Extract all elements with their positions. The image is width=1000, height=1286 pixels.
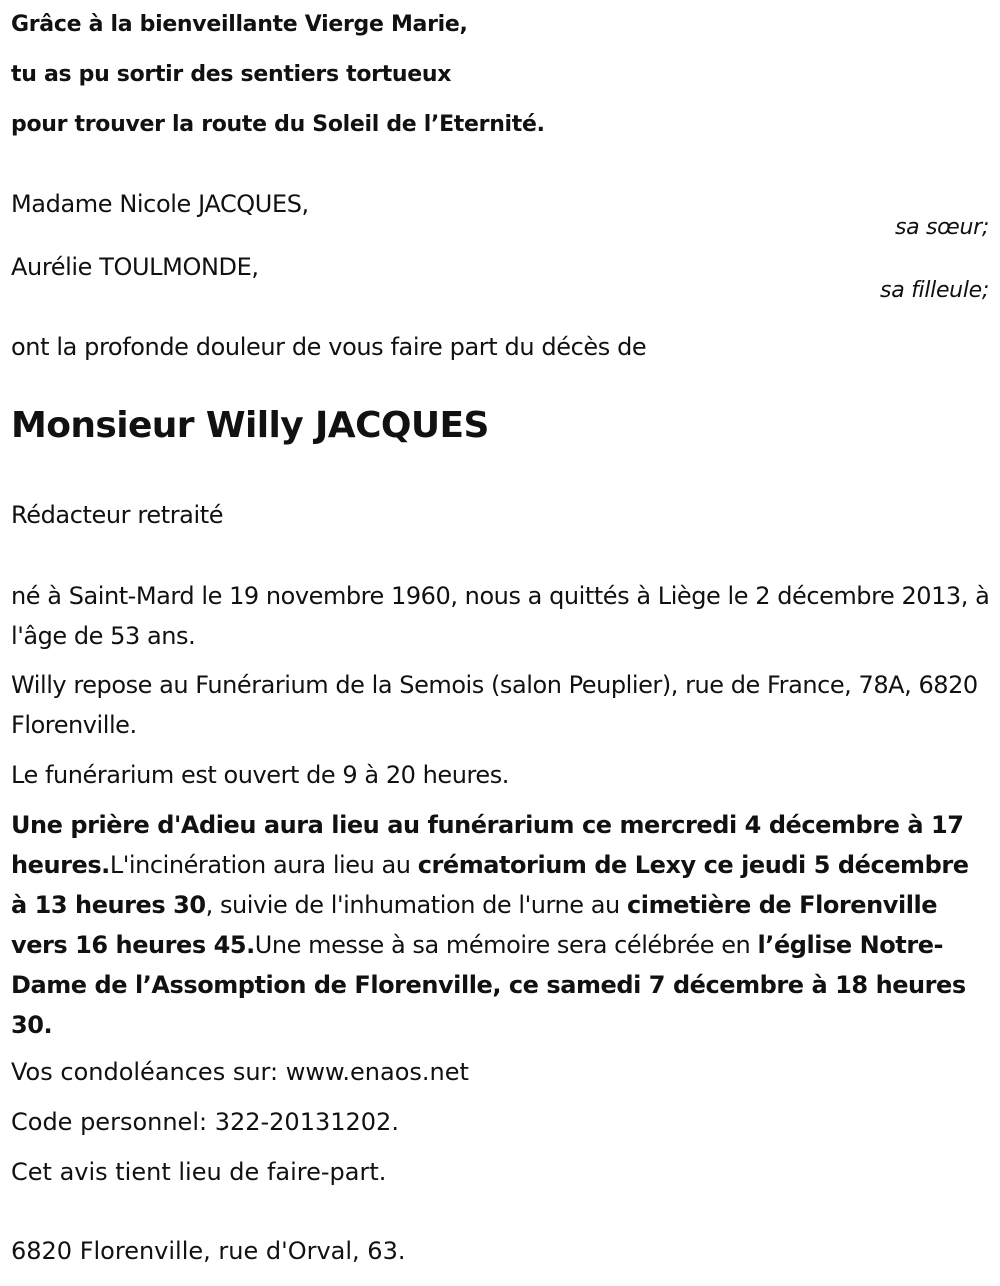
cremation-intro: L'incinération aura lieu au xyxy=(109,851,418,879)
burial-intro: , suivie de l'inhumation de l'urne au xyxy=(205,891,628,919)
family-member-relation: sa filleule; xyxy=(880,278,989,303)
repose-text: Willy repose au Funérarium de la Semois (salon Peuplier), rue de France, 78A, 6820 Florenville. xyxy=(11,671,978,739)
deceased-name: Monsieur Willy JACQUES xyxy=(11,405,489,446)
verse-line-1: Grâce à la bienveillante Vierge Marie, xyxy=(11,12,468,37)
family-member-name: Aurélie TOULMONDE, xyxy=(11,253,259,281)
birth-death-text: né à Saint-Mard le 19 novembre 1960, nous a quittés à Liège le 2 décembre 2013, à l'âge de 53 ans. xyxy=(11,582,990,650)
condolences-text: Vos condoléances sur: www.enaos.net xyxy=(11,1058,469,1086)
cremation-details: crématorium de Lexy ce jeudi 5 décembre à 13 heures 30 xyxy=(11,851,969,919)
verse-line-3: pour trouver la route du Soleil de l’Eternité. xyxy=(11,112,545,137)
personal-code: Code personnel: 322-20131202. xyxy=(11,1108,399,1136)
verse-line-2: tu as pu sortir des sentiers tortueux xyxy=(11,62,452,87)
burial-details: cimetière de Florenville vers 16 heures 45. xyxy=(11,891,938,959)
notice-text: Cet avis tient lieu de faire-part. xyxy=(11,1158,387,1186)
mass-intro: Une messe à sa mémoire sera célébrée en xyxy=(254,931,758,959)
ceremony-paragraph xyxy=(11,805,991,1045)
family-address: 6820 Florenville, rue d'Orval, 63. xyxy=(11,1237,406,1265)
mass-details: l’église Notre-Dame de l’Assomption de Florenville, ce samedi 7 décembre à 18 heures 30. xyxy=(11,931,966,1039)
family-member-name: Madame Nicole JACQUES, xyxy=(11,190,309,218)
hours-text: Le funérarium est ouvert de 9 à 20 heures. xyxy=(11,761,509,789)
prayer-details: Une prière d'Adieu aura lieu au funérarium ce mercredi 4 décembre à 17 heures. xyxy=(11,811,964,879)
announcement-text: ont la profonde douleur de vous faire part du décès de xyxy=(11,333,647,361)
deceased-occupation: Rédacteur retraité xyxy=(11,501,224,529)
family-member-relation: sa sœur; xyxy=(894,215,989,240)
